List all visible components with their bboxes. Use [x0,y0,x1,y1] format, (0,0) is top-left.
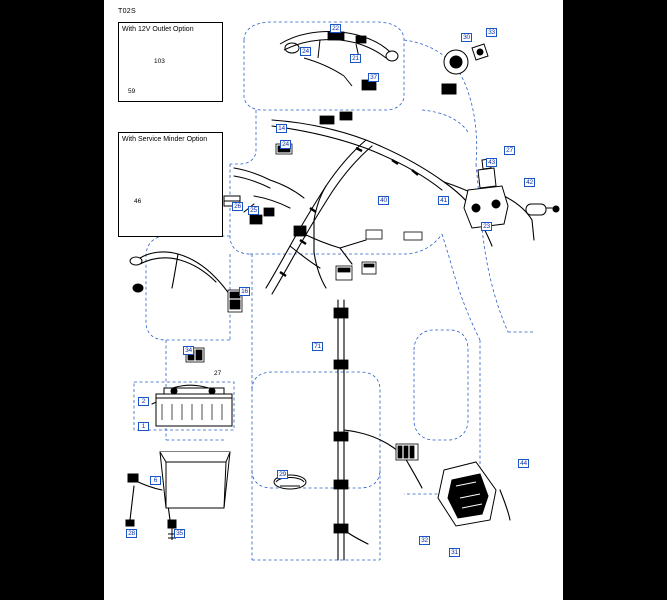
callout-30: 30 [461,33,472,42]
callout-44: 44 [518,459,529,468]
fuel-solenoid-part [526,204,559,215]
diagram-sheet [104,0,563,600]
callout-71: 71 [312,342,323,351]
callout-31: 31 [449,548,460,557]
callout-35: 35 [174,529,185,538]
callout-25: 25 [248,206,259,215]
headlight-harness [280,32,398,87]
callout-28: 28 [126,529,137,538]
inset-12v-title: With 12V Outlet Option [122,26,194,33]
callout-34: 34 [183,346,194,355]
callout-24-top: 24 [300,47,311,56]
callout-24-dash: 24 [280,140,291,149]
battery-box [160,452,230,508]
inset-service-minder-option [118,132,223,237]
callout-29: 29 [277,470,288,479]
callout-26: 26 [232,202,243,211]
callout-46: 46 [134,198,142,205]
inset-service-minder-title: With Service Minder Option [122,136,208,143]
callout-43: 43 [486,158,497,167]
callout-37: 37 [368,73,379,82]
starter-solenoid-assembly [464,159,508,228]
callout-33: 33 [486,28,497,37]
callout-32: 32 [419,536,430,545]
battery-assembly [156,388,232,426]
callout-27-battery: 27 [214,370,222,377]
callout-14: 14 [276,124,287,133]
callout-22: 22 [330,24,341,33]
callout-40: 40 [378,196,389,205]
callout-21: 21 [350,54,361,63]
model-code-label: T02S [118,8,136,15]
callout-41: 41 [438,196,449,205]
callout-1: 1 [138,422,149,431]
callout-2: 2 [138,397,149,406]
callout-16: 16 [239,287,250,296]
ignition-switch-assembly [442,44,488,94]
callout-42: 42 [524,178,535,187]
callout-6: 6 [150,476,161,485]
callout-27-solenoid: 27 [504,146,515,155]
callout-23: 23 [481,222,492,231]
callout-59: 59 [128,88,136,95]
callout-103: 103 [154,58,165,65]
harness-tape-marks [280,148,418,276]
pto-switch-assembly [438,462,496,526]
